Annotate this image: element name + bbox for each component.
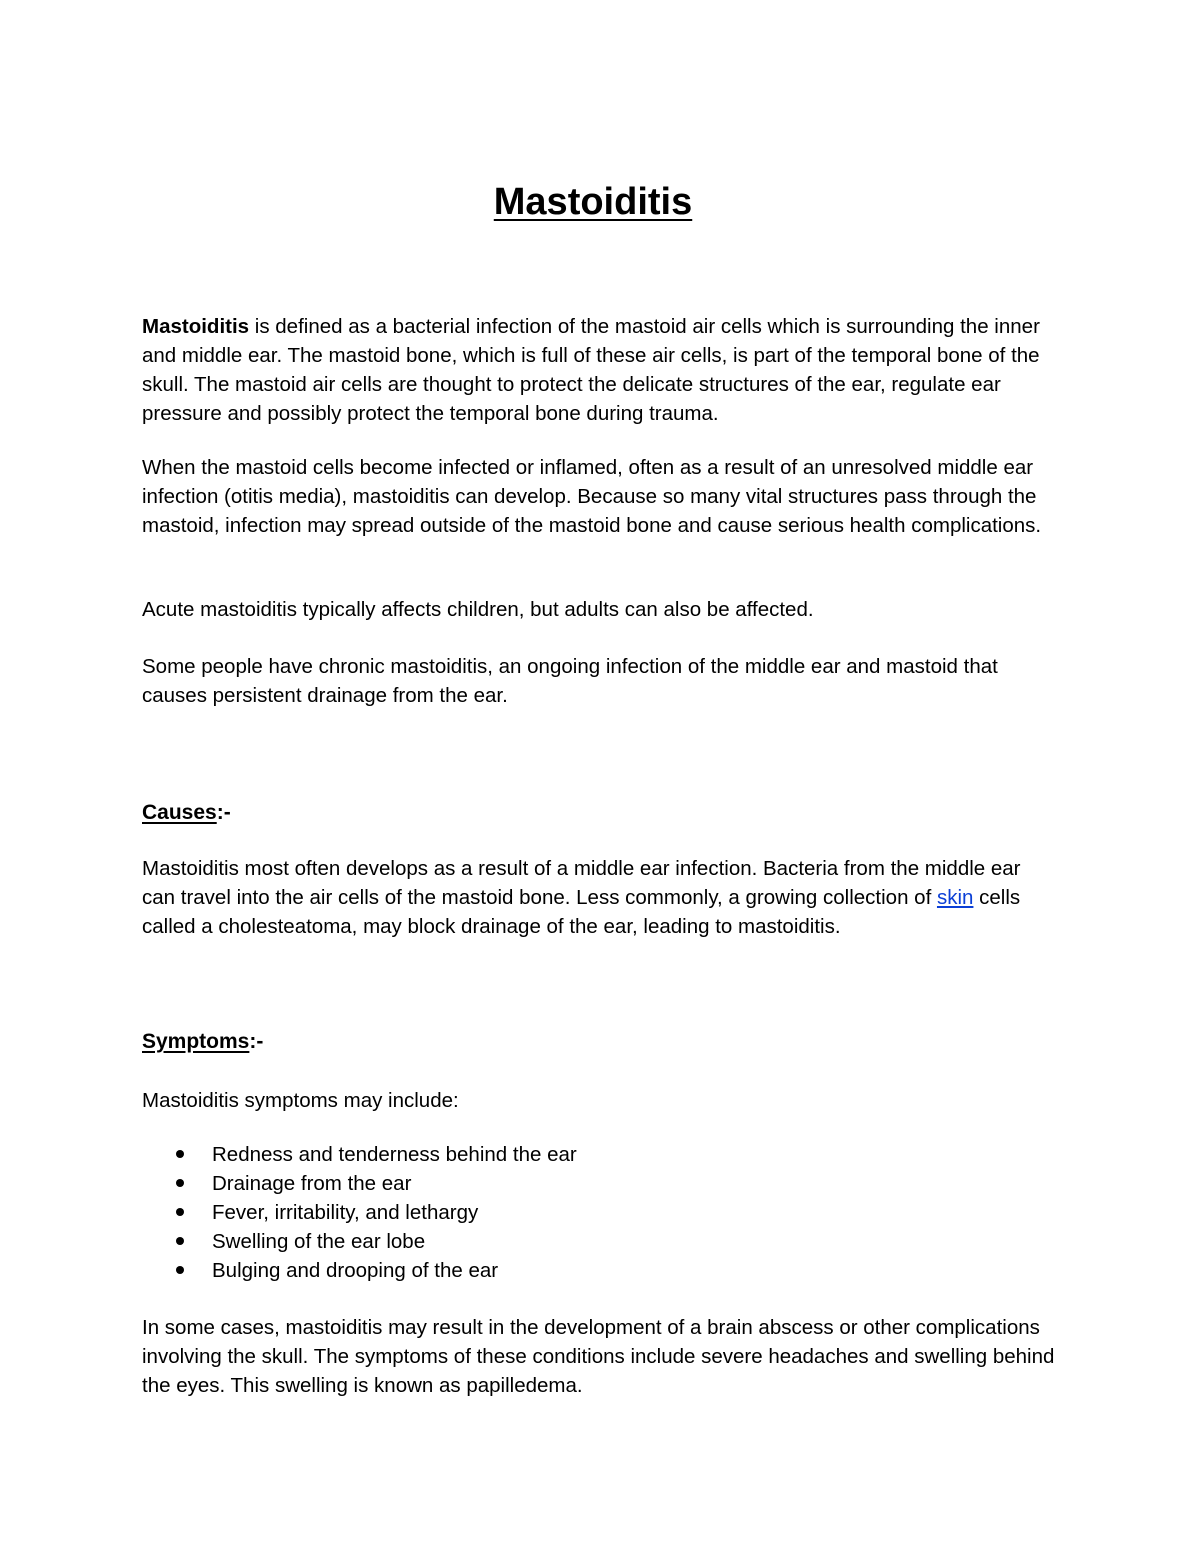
chronic-paragraph: Some people have chronic mastoiditis, an ongoing infection of the middle ear and mastoid that causes persistent drainage from the ear. [142,655,998,707]
causes-text-before: Mastoiditis most often develops as a result of a middle ear infection. Bacteria from the middle ear can travel into the air cells of the mastoid bone. Less commonly, a growing collection of [142,857,1021,909]
list-item [142,1140,577,1169]
title-text: Mastoiditis [493,181,693,223]
acute-paragraph: Acute mastoiditis typically affects children, but adults can also be affected. [142,598,814,621]
intro-paragraph [142,312,1057,428]
infection-paragraph: When the mastoid cells become infected or inflamed, often as a result of an unresolved middle ear infection (otitis media), mastoiditis can develop. Because so many vital structures pass through the mastoid, infection may spread outside of the mastoid bone and cause serious health complications. [142,456,1042,537]
causes-text-after: cells called a cholesteatoma, may block drainage of the ear, leading to mastoiditis. [142,886,1021,938]
symptoms-intro: Mastoiditis symptoms may include: [142,1089,459,1112]
causes-paragraph [142,854,1057,941]
symptom-text: Redness and tenderness behind the ear [212,1143,577,1166]
list-item [142,1227,577,1256]
bullet-icon [176,1208,184,1216]
skin-link[interactable]: skin [936,886,974,909]
intro-lead-term: Mastoiditis [142,315,250,338]
bullet-icon [176,1179,184,1187]
complications-paragraph: In some cases, mastoiditis may result in the development of a brain abscess or other complications involving the skull. The symptoms of these conditions include severe headaches and swelling behind the eyes. This swelling is known as papilledema. [142,1316,1055,1397]
symptom-text: Fever, irritability, and lethargy [212,1201,479,1224]
symptoms-list [142,1140,577,1285]
causes-heading-suffix: :- [216,801,231,824]
document-title [142,178,1044,226]
causes-heading-label: Causes [142,801,217,824]
intro-text: is defined as a bacterial infection of the mastoid air cells which is surrounding the inner and middle ear. The mastoid bone, which is full of these air cells, is part of the temporal bone of the skull. The mastoid air cells are thought to protect the delicate structures of the ear, regulate ear pressure and possibly protect the temporal bone during trauma. [142,315,1040,425]
list-item [142,1198,577,1227]
symptoms-heading-label: Symptoms [142,1030,250,1053]
list-item [142,1256,577,1285]
symptoms-heading-suffix: :- [249,1030,264,1053]
bullet-icon [176,1237,184,1245]
bullet-icon [176,1266,184,1274]
bullet-icon [176,1150,184,1158]
causes-heading [142,798,231,827]
symptom-text: Drainage from the ear [212,1172,412,1195]
symptoms-heading [142,1027,263,1056]
symptom-text: Swelling of the ear lobe [212,1230,426,1253]
symptom-text: Bulging and drooping of the ear [212,1259,499,1282]
list-item [142,1169,577,1198]
